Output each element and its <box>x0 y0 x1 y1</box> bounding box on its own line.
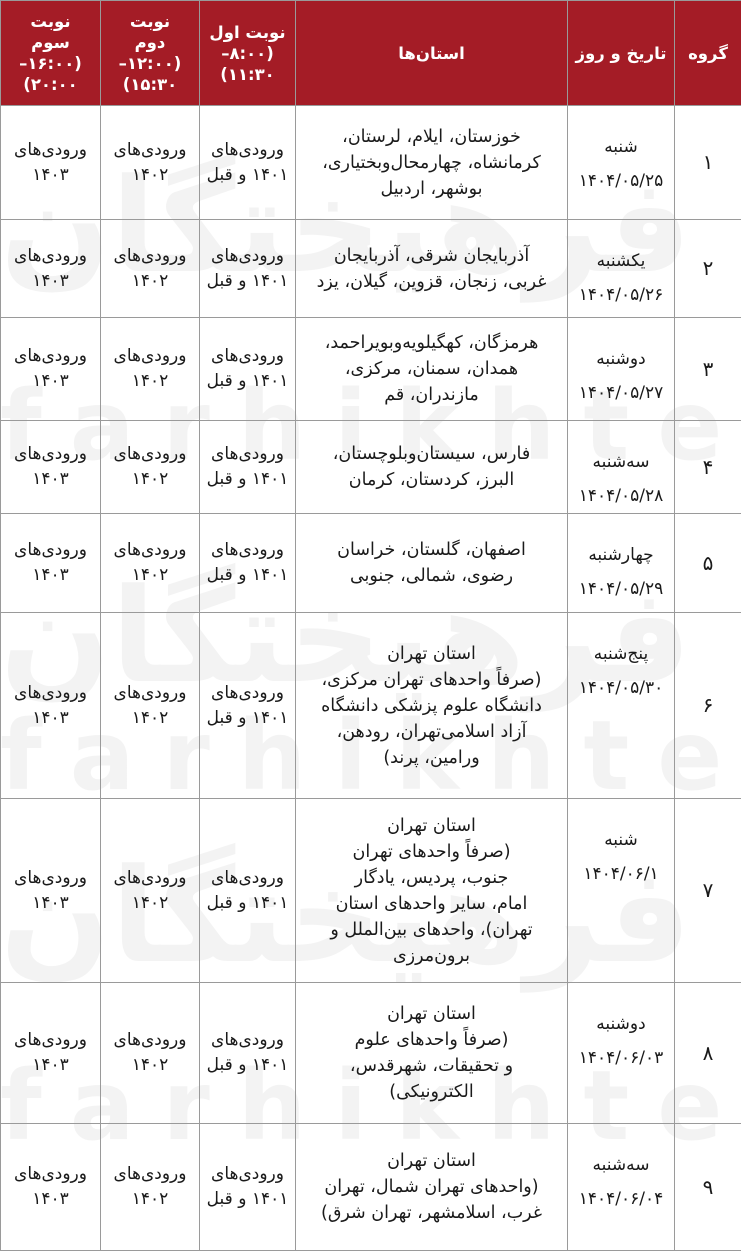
header-shift-3-end: ۲۰:۰۰) <box>1 74 100 95</box>
entry-year-line: ورودی‌های <box>1 244 100 269</box>
entry-year-line: ورودی‌های <box>200 1028 295 1053</box>
date-value-wrap <box>568 164 674 198</box>
provinces-cell <box>296 106 568 220</box>
entry-year-line: ۱۴۰۱ و قبل <box>200 891 295 916</box>
entry-year-line: ۱۴۰۳ <box>1 891 100 916</box>
province-line: جنوب، پردیس، یادگار <box>308 865 555 891</box>
entry-year-line: ۱۴۰۳ <box>1 369 100 394</box>
table-row <box>1 318 741 421</box>
date-value: ۱۴۰۴/۰۵/۲۷ <box>579 376 664 410</box>
entry-year-line: ۱۴۰۱ و قبل <box>200 467 295 492</box>
province-line: غربی، زنجان، قزوین، گیلان، یزد <box>308 269 555 295</box>
date-value-wrap <box>568 857 674 891</box>
province-line: آزاد اسلامی‌تهران، رودهن، <box>308 719 555 745</box>
entry-year-line: ورودی‌های <box>1 681 100 706</box>
entry-year-line: ورودی‌های <box>101 866 199 891</box>
shift-1-cell <box>200 1124 296 1251</box>
shift-1-cell <box>200 983 296 1124</box>
province-line: هرمزگان، کهگیلویه‌وبویراحمد، <box>308 330 555 356</box>
shift-1-cell <box>200 799 296 983</box>
header-shift-1-start: (۸:۰۰– <box>200 43 295 64</box>
entry-year-line: ورودی‌های <box>101 681 199 706</box>
shift-3-cell <box>1 1124 101 1251</box>
group-number: ۹ <box>675 1175 741 1200</box>
entry-year-line: ورودی‌های <box>101 344 199 369</box>
table-row <box>1 983 741 1124</box>
entry-year-line: ۱۴۰۲ <box>101 269 199 294</box>
date-cell <box>568 613 675 799</box>
day-name: یکشنبه <box>568 244 674 278</box>
shift-3-cell <box>1 613 101 799</box>
entry-year-line: ۱۴۰۲ <box>101 706 199 731</box>
entry-year-line: ۱۴۰۲ <box>101 563 199 588</box>
group-number: ۶ <box>675 693 741 718</box>
entry-year-line: ۱۴۰۱ و قبل <box>200 163 295 188</box>
provinces-cell <box>296 799 568 983</box>
group-cell <box>675 613 741 799</box>
entry-year-line: ورودی‌های <box>200 442 295 467</box>
table-row <box>1 421 741 514</box>
shift-3-cell <box>1 106 101 220</box>
group-number: ۴ <box>675 455 741 480</box>
provinces-cell <box>296 421 568 514</box>
date-value-wrap <box>568 572 674 606</box>
header-shift-2-start: (۱۲:۰۰– <box>101 53 199 74</box>
header-shift-2-title-2: دوم <box>101 32 199 53</box>
entry-year-line: ورودی‌های <box>1 344 100 369</box>
date-value: ۱۴۰۴/۰۵/۳۰ <box>579 671 664 705</box>
shift-1-cell <box>200 421 296 514</box>
table-row <box>1 514 741 613</box>
entry-year-line: ۱۴۰۲ <box>101 1053 199 1078</box>
group-number: ۳ <box>675 357 741 382</box>
date-value: ۱۴۰۴/۰۶/۱ <box>583 857 658 891</box>
date-value: ۱۴۰۴/۰۶/۰۳ <box>579 1041 664 1075</box>
entry-year-line: ۱۴۰۲ <box>101 467 199 492</box>
header-shift-3-start: (۱۶:۰۰– <box>1 53 100 74</box>
province-line: الکترونیکی) <box>308 1079 555 1105</box>
entry-year-line: ۱۴۰۲ <box>101 163 199 188</box>
province-line: و تحقیقات، شهرقدس، <box>308 1053 555 1079</box>
provinces-cell <box>296 983 568 1124</box>
date-value: ۱۴۰۴/۰۶/۰۴ <box>579 1182 664 1216</box>
entry-year-line: ۱۴۰۳ <box>1 706 100 731</box>
date-cell <box>568 220 675 318</box>
entry-year-line: ورودی‌های <box>1 138 100 163</box>
entry-year-line: ۱۴۰۳ <box>1 467 100 492</box>
entry-year-line: ۱۴۰۱ و قبل <box>200 369 295 394</box>
province-line: (صرفاً واحدهای علوم <box>308 1027 555 1053</box>
shift-2-cell <box>101 613 200 799</box>
shift-2-cell <box>101 799 200 983</box>
header-shift-3-title-1: نوبت <box>1 11 100 32</box>
entry-year-line: ورودی‌های <box>101 538 199 563</box>
entry-year-line: ورودی‌های <box>200 681 295 706</box>
entry-year-line: ورودی‌های <box>1 1028 100 1053</box>
date-value-wrap <box>568 376 674 410</box>
date-value-wrap <box>568 1041 674 1075</box>
shift-2-cell <box>101 220 200 318</box>
province-line: کرمانشاه، چهارمحال‌وبختیاری، <box>308 150 555 176</box>
entry-year-line: ورودی‌های <box>1 538 100 563</box>
group-number: ۷ <box>675 878 741 903</box>
entry-year-line: ۱۴۰۳ <box>1 1053 100 1078</box>
shift-2-cell <box>101 106 200 220</box>
shift-1-cell <box>200 514 296 613</box>
shift-3-cell <box>1 318 101 421</box>
shift-3-cell <box>1 220 101 318</box>
group-number: ۲ <box>675 256 741 281</box>
date-value-wrap <box>568 1182 674 1216</box>
province-line: البرز، کردستان، کرمان <box>308 467 555 493</box>
entry-year-line: ورودی‌های <box>101 138 199 163</box>
shift-2-cell <box>101 1124 200 1251</box>
header-shift-2-end: ۱۵:۳۰) <box>101 74 199 95</box>
entry-year-line: ورودی‌های <box>200 344 295 369</box>
entry-year-line: ورودی‌های <box>1 442 100 467</box>
entry-year-line: ورودی‌های <box>200 138 295 163</box>
group-number: ۸ <box>675 1041 741 1066</box>
provinces-cell <box>296 1124 568 1251</box>
date-value: ۱۴۰۴/۰۵/۲۸ <box>579 479 664 513</box>
entry-year-line: ۱۴۰۳ <box>1 1187 100 1212</box>
table-row <box>1 799 741 983</box>
date-cell <box>568 983 675 1124</box>
entry-year-line: ۱۴۰۱ و قبل <box>200 1053 295 1078</box>
province-line: امام، سایر واحدهای استان <box>308 891 555 917</box>
date-cell <box>568 106 675 220</box>
province-line: رضوی، شمالی، جنوبی <box>308 563 555 589</box>
shift-1-cell <box>200 613 296 799</box>
entry-year-line: ۱۴۰۱ و قبل <box>200 563 295 588</box>
shift-2-cell <box>101 983 200 1124</box>
header-group: گروه <box>675 1 741 106</box>
province-line: (صرفاً واحدهای تهران <box>308 839 555 865</box>
group-number: ۵ <box>675 551 741 576</box>
shift-1-cell <box>200 220 296 318</box>
header-shift-3-title-2: سوم <box>1 32 100 53</box>
shift-3-cell <box>1 421 101 514</box>
date-value-wrap <box>568 479 674 513</box>
group-cell <box>675 421 741 514</box>
province-line: مازندران، قم <box>308 382 555 408</box>
date-value: ۱۴۰۴/۰۵/۲۵ <box>579 164 664 198</box>
day-name: دوشنبه <box>568 1007 674 1041</box>
province-line: استان تهران <box>308 1001 555 1027</box>
day-name: دوشنبه <box>568 342 674 376</box>
group-cell <box>675 983 741 1124</box>
date-value: ۱۴۰۴/۰۵/۲۶ <box>579 278 664 312</box>
entry-year-line: ۱۴۰۳ <box>1 163 100 188</box>
table-row <box>1 613 741 799</box>
entry-year-line: ورودی‌های <box>200 1162 295 1187</box>
province-line: اصفهان، گلستان، خراسان <box>308 537 555 563</box>
province-line: استان تهران <box>308 1148 555 1174</box>
date-value-wrap <box>568 278 674 312</box>
day-name: سه‌شنبه <box>568 1148 674 1182</box>
province-line: (واحدهای تهران شمال، تهران <box>308 1174 555 1200</box>
entry-year-line: ۱۴۰۱ و قبل <box>200 269 295 294</box>
province-line: فارس، سیستان‌وبلوچستان، <box>308 441 555 467</box>
day-name: شنبه <box>568 823 674 857</box>
entry-year-line: ورودی‌های <box>101 442 199 467</box>
province-line: تهران)، واحدهای بین‌الملل و <box>308 917 555 943</box>
provinces-cell <box>296 220 568 318</box>
entry-year-line: ۱۴۰۳ <box>1 269 100 294</box>
group-cell <box>675 220 741 318</box>
group-cell <box>675 799 741 983</box>
date-cell <box>568 318 675 421</box>
entry-year-line: ورودی‌های <box>200 244 295 269</box>
header-shift-2 <box>101 1 200 106</box>
entry-year-line: ۱۴۰۳ <box>1 563 100 588</box>
date-cell <box>568 1124 675 1251</box>
group-cell <box>675 318 741 421</box>
entry-year-line: ورودی‌های <box>101 244 199 269</box>
day-name: چهارشنبه <box>568 538 674 572</box>
table-body <box>1 106 741 1251</box>
header-date-day: تاریخ و روز <box>568 1 675 106</box>
province-line: برون‌مرزی <box>308 943 555 969</box>
date-value-wrap <box>568 671 674 705</box>
shift-3-cell <box>1 514 101 613</box>
entry-year-line: ورودی‌های <box>101 1028 199 1053</box>
header-shift-3 <box>1 1 101 106</box>
shift-3-cell <box>1 799 101 983</box>
table-row <box>1 220 741 318</box>
shift-3-cell <box>1 983 101 1124</box>
entry-year-line: ورودی‌های <box>101 1162 199 1187</box>
date-cell <box>568 799 675 983</box>
provinces-cell <box>296 514 568 613</box>
group-cell <box>675 1124 741 1251</box>
entry-year-line: ورودی‌های <box>1 1162 100 1187</box>
entry-year-line: ۱۴۰۲ <box>101 891 199 916</box>
province-line: استان تهران <box>308 641 555 667</box>
header-shift-1-title: نوبت اول <box>200 22 295 43</box>
provinces-cell <box>296 318 568 421</box>
header-row <box>1 1 741 106</box>
entry-year-line: ورودی‌های <box>200 538 295 563</box>
entry-year-line: ۱۴۰۲ <box>101 369 199 394</box>
header-shift-1 <box>200 1 296 106</box>
date-cell <box>568 514 675 613</box>
group-number: ۱ <box>675 150 741 175</box>
shift-2-cell <box>101 421 200 514</box>
provinces-cell <box>296 613 568 799</box>
province-line: آذربایجان شرقی، آذربایجان <box>308 243 555 269</box>
shift-2-cell <box>101 318 200 421</box>
province-line: بوشهر، اردبیل <box>308 176 555 202</box>
entry-year-line: ورودی‌های <box>200 866 295 891</box>
province-line: غرب، اسلامشهر، تهران شرق) <box>308 1200 555 1226</box>
date-cell <box>568 421 675 514</box>
entry-year-line: ۱۴۰۱ و قبل <box>200 1187 295 1212</box>
province-line: دانشگاه علوم پزشکی دانشگاه <box>308 693 555 719</box>
table-row <box>1 106 741 220</box>
day-name: سه‌شنبه <box>568 445 674 479</box>
header-shift-1-end: ۱۱:۳۰) <box>200 64 295 85</box>
province-line: خوزستان، ایلام، لرستان، <box>308 124 555 150</box>
date-value: ۱۴۰۴/۰۵/۲۹ <box>579 572 664 606</box>
shift-2-cell <box>101 514 200 613</box>
province-line: ورامین، پرند) <box>308 745 555 771</box>
day-name: شنبه <box>568 130 674 164</box>
province-line: همدان، سمنان، مرکزی، <box>308 356 555 382</box>
province-line: (صرفاً واحدهای تهران مرکزی، <box>308 667 555 693</box>
header-provinces: استان‌ها <box>296 1 568 106</box>
group-cell <box>675 106 741 220</box>
group-cell <box>675 514 741 613</box>
shift-1-cell <box>200 318 296 421</box>
province-line: استان تهران <box>308 813 555 839</box>
day-name: پنج‌شنبه <box>568 637 674 671</box>
entry-year-line: ۱۴۰۲ <box>101 1187 199 1212</box>
table-row <box>1 1124 741 1251</box>
entry-year-line: ورودی‌های <box>1 866 100 891</box>
entry-year-line: ۱۴۰۱ و قبل <box>200 706 295 731</box>
shift-1-cell <box>200 106 296 220</box>
header-shift-2-title-1: نوبت <box>101 11 199 32</box>
